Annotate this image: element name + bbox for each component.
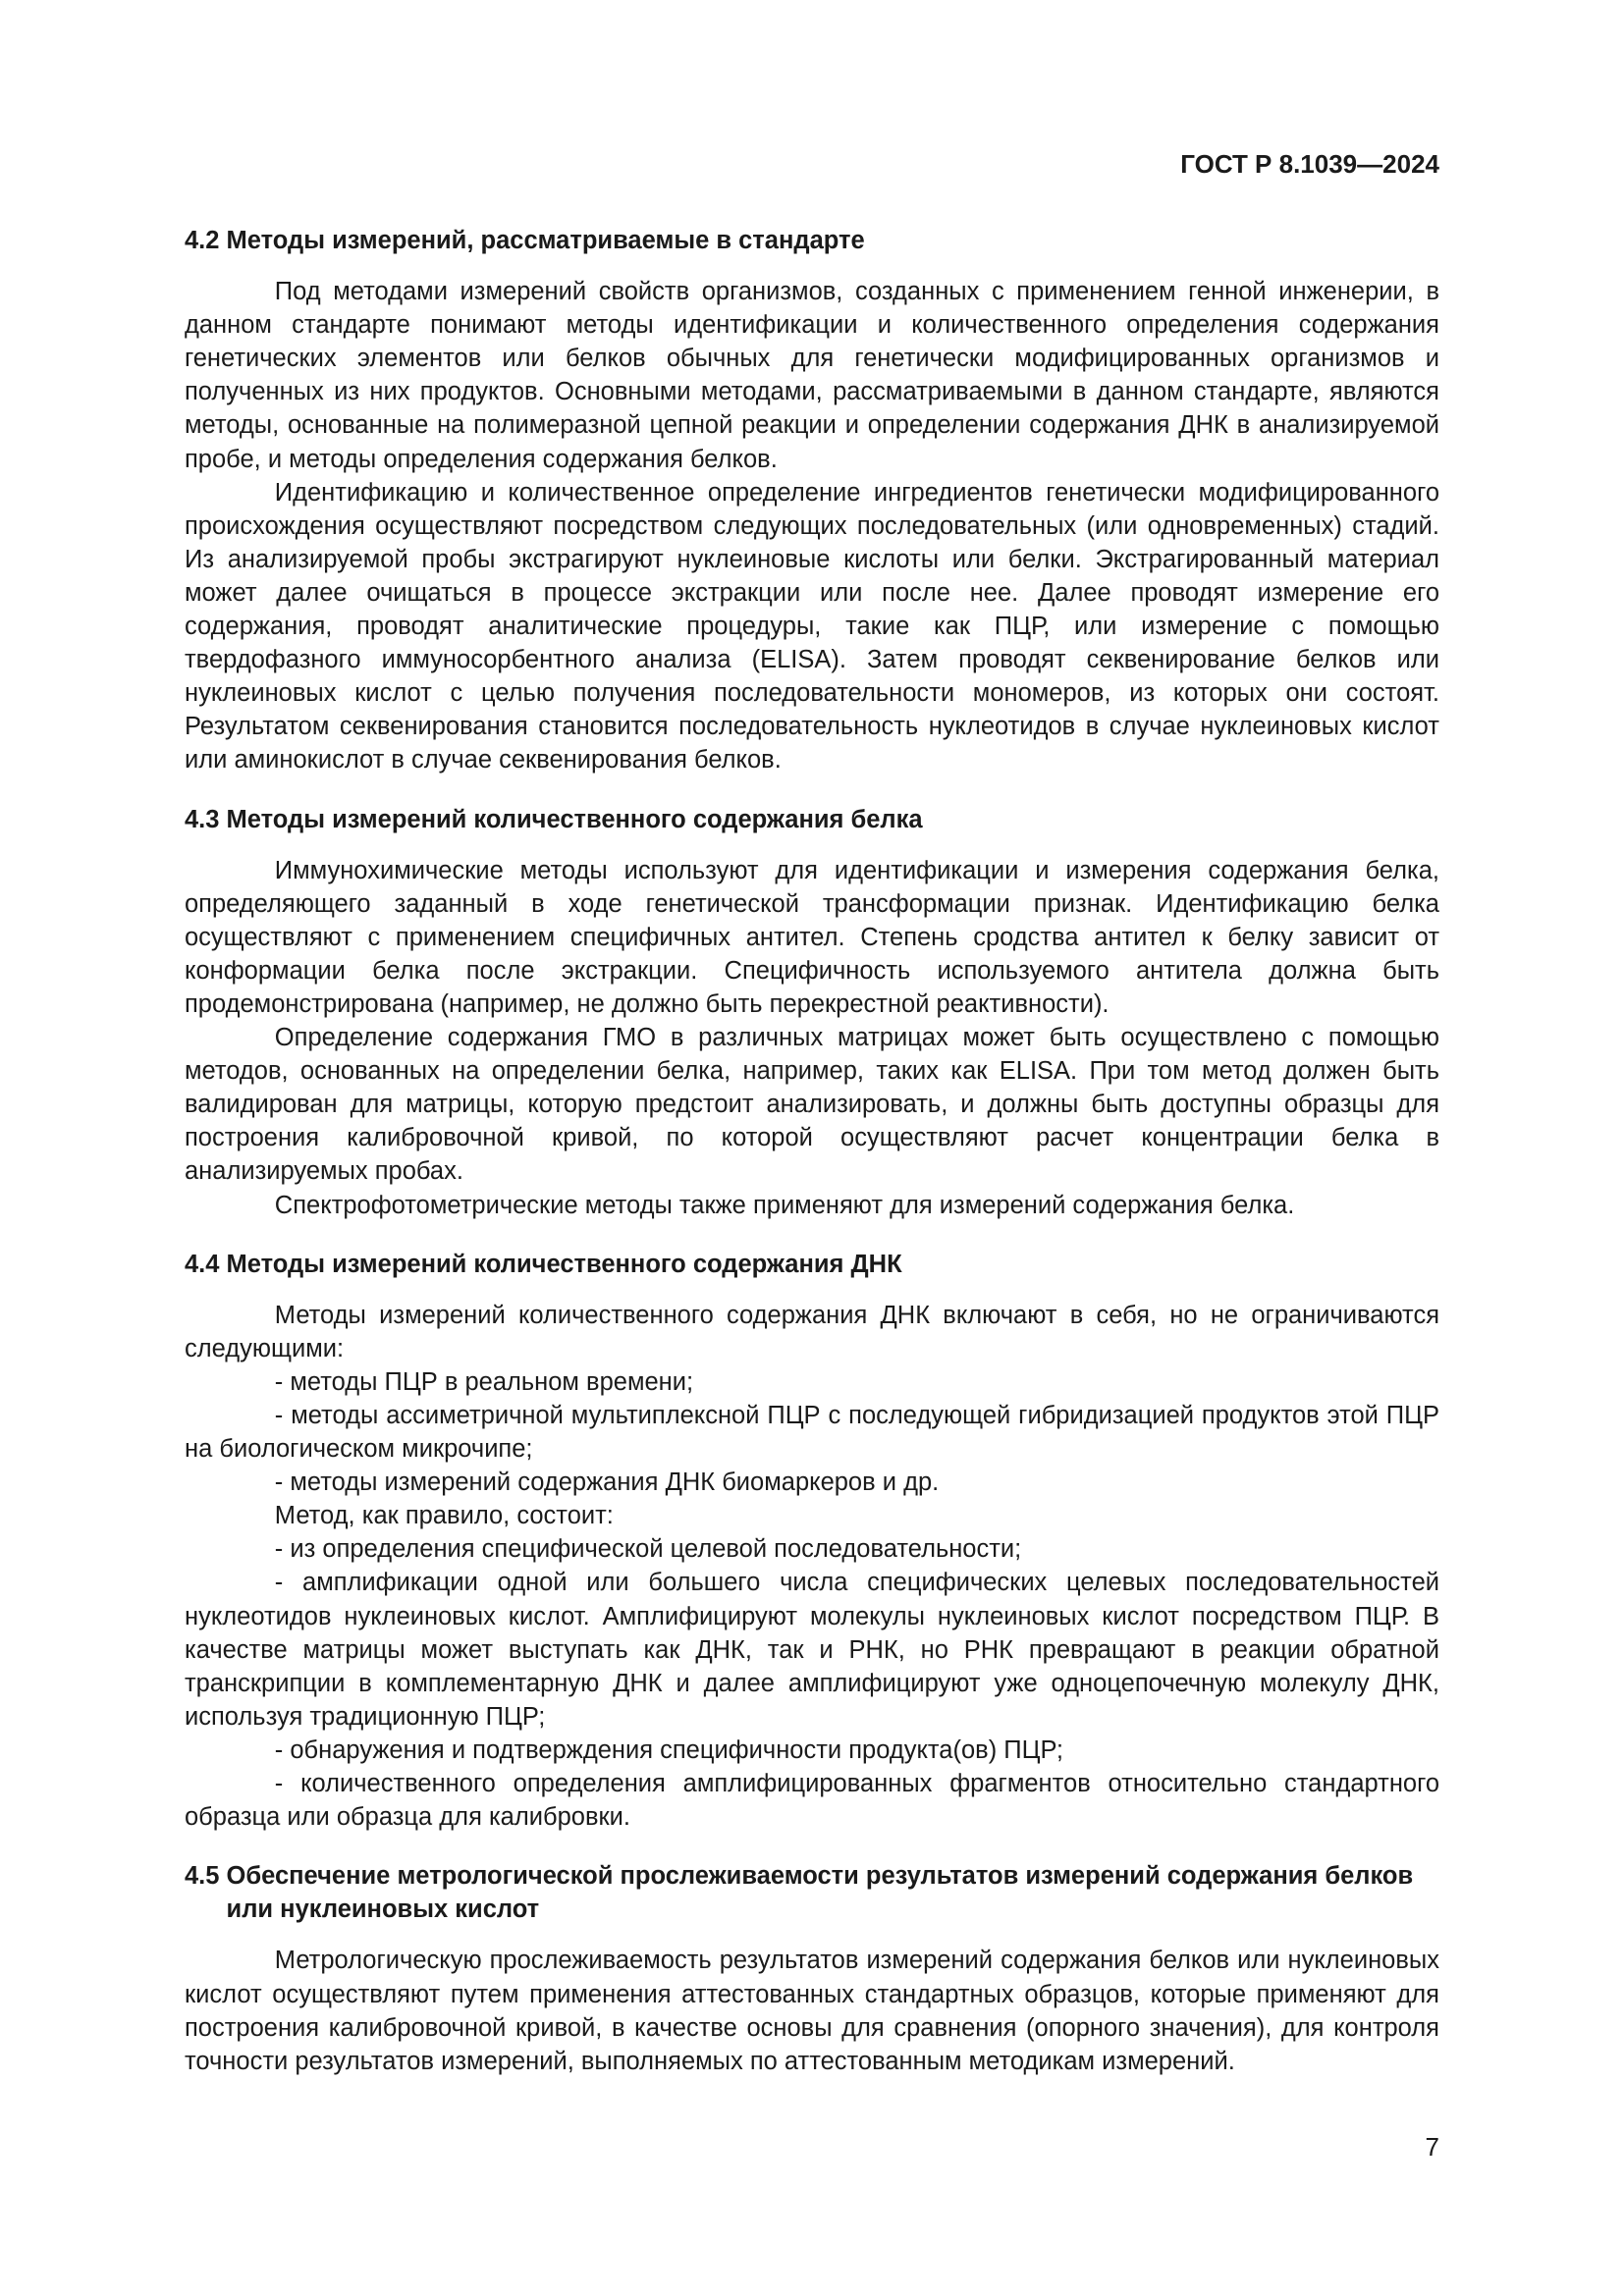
list-item: - обнаружения и подтверждения специфичности продукта(ов) ПЦР; (274, 1735, 1063, 1764)
section-number: 4.4 (185, 1250, 227, 1278)
section-title: Методы измерений количественного содержания белка (226, 805, 923, 833)
section-number: 4.5 (185, 1862, 227, 1891)
section-heading-4-2 (185, 224, 1439, 257)
section-title: Методы измерений количественного содержания ДНК (226, 1250, 902, 1278)
list-item: - амплификации одной или большего числа специфических целевых последовательностей нуклеотидов нуклеиновых кислот. Амплифицируют молекулы нуклеиновых кислот посредством ПЦР. В качестве матрицы может выступать как ДНК, так и РНК, но РНК превращают в реакции обратной транскрипции в комплементарную ДНК и далее амплифицируют уже одноцепочечную молекулу ДНК, используя традиционную ПЦР; (185, 1569, 1439, 1731)
page-number: 7 (1425, 2132, 1439, 2162)
paragraph: Методы измерений количественного содержания ДНК включают в себя, но не ограничиваются следующими: (185, 1301, 1439, 1362)
paragraph: Определение содержания ГМО в различных матрицах может быть осуществлено с помощью методов, основанных на определении белка, например, таких как ELISA. При том метод должен быть валидирован для матрицы, которую предстоит анализировать, и должны быть доступны образцы для построения калибровочной кривой, по которой осуществляют расчет концентрации белка в анализируемых пробах. (185, 1024, 1439, 1186)
paragraph: Спектрофотометрические методы также применяют для измерений содержания белка. (274, 1191, 1295, 1219)
list-item: - методы ПЦР в реальном времени; (274, 1367, 694, 1396)
list-item: - методы ассиметричной мультиплексной ПЦР с последующей гибридизацией продуктов этой ПЦР на биологическом микрочипе; (185, 1402, 1439, 1464)
document-page (185, 0, 1439, 2296)
document-code: ГОСТ Р 8.1039—2024 (1180, 149, 1439, 179)
section-heading-4-3 (185, 803, 1439, 836)
paragraph: Метод, как правило, состоит: (274, 1502, 614, 1530)
section-number: 4.2 (185, 227, 227, 254)
list-item: - из определения специфической целевой последовательности; (274, 1535, 1022, 1564)
section-heading-4-4 (185, 1248, 1439, 1281)
page-content (185, 224, 1439, 2078)
paragraph: Метрологическую прослеживаемость результатов измерений содержания белков или нуклеиновых кислот осуществляют путем применения аттестованных стандартных образцов, которые применяют для построения калибровочной кривой, в качестве основы для сравнения (опорного значения), для контроля точности результатов измерений, выполняемых по аттестованным методикам измерений. (185, 1947, 1439, 2075)
section-number: 4.3 (185, 805, 227, 833)
paragraph: Идентификацию и количественное определение ингредиентов генетически модифицированного происхождения осуществляют посредством следующих последовательных (или одновременных) стадий. Из анализируемой пробы экстрагируют нуклеиновые кислоты или белки. Экстрагированный материал может далее очищаться в процессе экстракции или после нее. Далее проводят измерение его содержания, проводят аналитические процедуры, такие как ПЦР, или измерение с помощью твердофазного иммуносорбентного анализа (ELISA). Затем проводят секвенирование белков или нуклеиновых кислот с целью получения последовательности мономеров, из которых они состоят. Результатом секвенирования становится последовательность нуклеотидов в случае нуклеиновых кислот или аминокислот в случае секвенирования белков. (185, 478, 1439, 774)
section-title: Обеспечение метрологической прослеживаемости результатов измерений содержания белков или нуклеиновых кислот (226, 1862, 1414, 1924)
section-heading-4-5 (185, 1859, 1439, 1926)
list-item: - методы измерений содержания ДНК биомаркеров и др. (274, 1468, 940, 1497)
paragraph: Под методами измерений свойств организмов, созданных с применением генной инженерии, в данном стандарте понимают методы идентификации и количественного определения содержания генетических элементов или белков обычных для генетически модифицированных организмов и полученных из них продуктов. Основными методами, рассматриваемыми в данном стандарте, являются методы, основанные на полимеразной цепной реакции и определении содержания ДНК в анализируемой пробе, и методы определения содержания белков. (185, 278, 1439, 473)
section-title: Методы измерений, рассматриваемые в стандарте (226, 227, 865, 254)
list-item: - количественного определения амплифицированных фрагментов относительно стандартного образца или образца для калибровки. (185, 1770, 1439, 1832)
paragraph: Иммунохимические методы используют для идентификации и измерения содержания белка, определяющего заданный в ходе генетической трансформации признак. Идентификацию белка осуществляют с применением специфичных антител. Степень сродства антител к белку зависит от конформации белка после экстракции. Специфичность используемого антитела должна быть продемонстрирована (например, не должно быть перекрестной реактивности). (185, 856, 1439, 1018)
